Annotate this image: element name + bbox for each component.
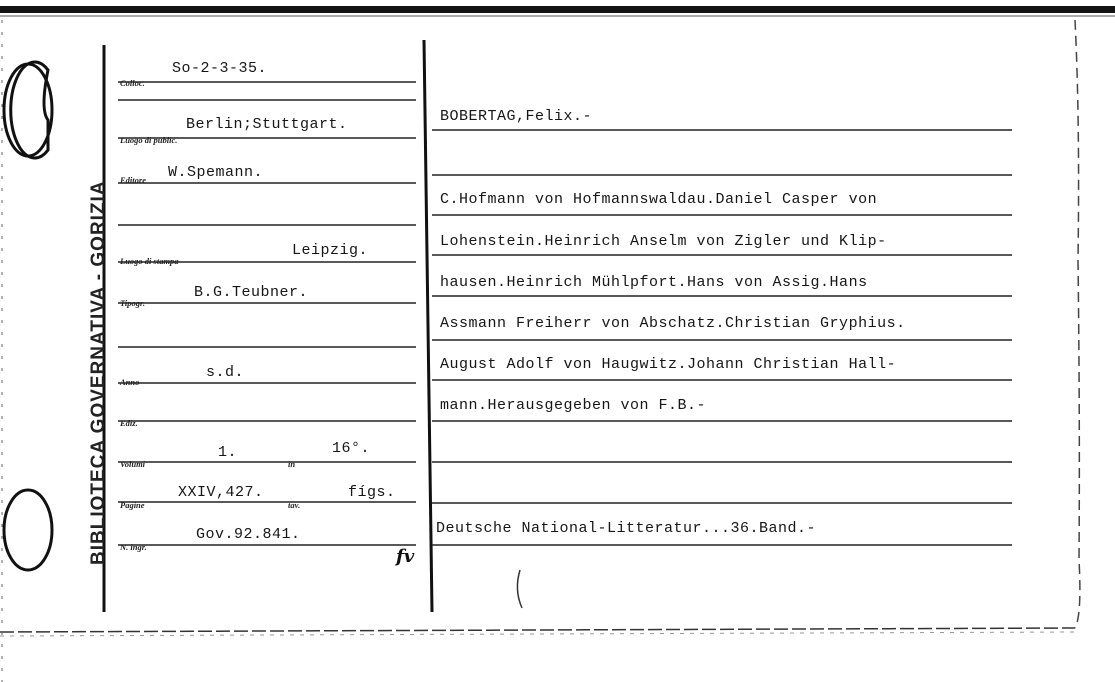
value-formato: 16°. [332,440,371,457]
value-n-ingresso: Gov.92.841. [196,526,301,543]
value-tipografia: B.G.Teubner. [194,284,309,301]
value-editore: W.Spemann. [168,164,264,181]
label-tavole: tav. [288,500,301,510]
handwritten-mark: fv [396,546,415,567]
label-luogo-pubblicazione: Luogo di public. [120,135,178,145]
catalog-line: BOBERTAG,Felix.- [440,108,593,125]
label-pagine: Pagine [120,500,145,510]
label-collocazione: Colloc. [120,78,145,88]
punch-hole-top [11,62,48,158]
card-bottom-edge [0,628,1075,632]
value-tavole: fígs. [348,484,396,501]
catalog-line: mann.Herausgegeben von F.B.- [440,397,707,414]
value-volumi: 1. [218,444,238,461]
label-formato: in [288,459,296,469]
center-divider [424,40,432,612]
catalog-line: Assmann Freiherr von Abschatz.Christian Gryphius. [440,315,906,332]
value-luogo-pubblicazione: Berlin;Stuttgart. [186,116,348,133]
catalog-line: Lohenstein.Heinrich Anselm von Zigler und Klip- [440,233,887,250]
value-luogo-stampa: Leipzig. [292,242,369,259]
value-collocazione: So-2-3-35. [172,60,268,77]
card-right-edge [1075,20,1080,628]
catalog-line: hausen.Heinrich Mühlpfort.Hans von Assig.Hans [440,274,868,291]
label-n-ingresso: N. ingr. [120,542,147,552]
value-anno: s.d. [206,364,245,381]
value-pagine: XXIV,427. [178,484,264,501]
label-luogo-stampa: Luogo di stampa [120,256,179,266]
catalog-line: August Adolf von Haugwitz.Johann Christian Hall- [440,356,897,373]
label-tipografia: Tipogr. [120,298,145,308]
catalog-line: Deutsche National-Litteratur...36.Band.- [436,520,817,537]
left-form-lines [118,82,416,545]
catalog-line: C.Hofmann von Hofmannswaldau.Daniel Casper von [440,191,878,208]
label-anno: Anno [120,377,140,387]
punch-hole-bottom [4,490,52,570]
label-edizione: Ediz. [120,418,138,428]
label-volumi: Volumi [120,459,146,469]
card-top-edge [0,6,1115,13]
label-editore: Editore [120,175,146,185]
library-stamp: BIBLIOTECA GOVERNATIVA - GORIZIA [88,180,109,565]
